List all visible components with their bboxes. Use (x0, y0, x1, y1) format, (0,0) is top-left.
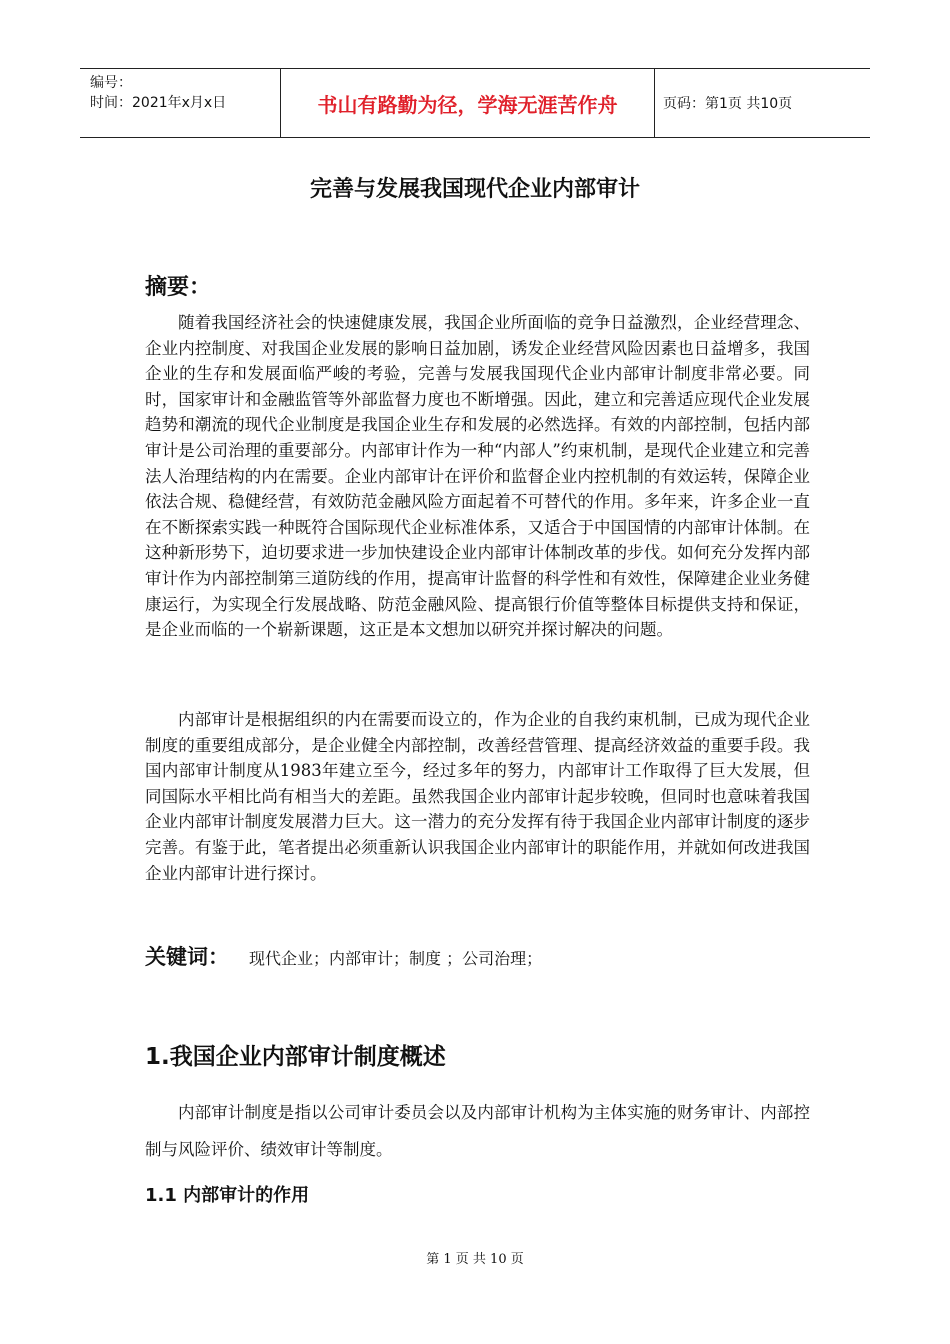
section-1-1-heading: 1.1 内部审计的作用 (145, 1185, 310, 1206)
abstract-paragraph-1: 随着我国经济社会的快速健康发展，我国企业所面临的竞争日益激烈，企业经营理念、企业内控制度、对我国企业发展的影响日益加剧，诱发企业经营风险因素也日益增多，我国企业的生存和发展面临严峻的考验，完善与发展我国现代企业内部审计制度非常必要。同时，国家审计和金融监管等外部监督力度也不断增强。因此，建立和完善适应现代企业发展趋势和潮流的现代企业制度是我国企业生存和发展的必然选择。有效的内部控制，包括内部审计是公司治理的重要部分。内部审计作为一种“内部人”约束机制，是现代企业建立和完善法人治理结构的内在需要。企业内部审计在评价和监督企业内控机制的有效运转，保障企业依法合规、稳健经营，有效防范金融风险方面起着不可替代的作用。多年来，许多企业一直在不断探索实践一种既符合国际现代企业标准体系，又适合于中国国情的内部审计体制。在这种新形势下，迫切要求进一步加快建设企业内部审计体制改革的步伐。如何充分发挥内部审计作为内部控制第三道防线的作用，提高审计监督的科学性和有效性，保障建企业业务健康运行，为实现全行发展战略、防范金融风险、提高银行价值等整体目标提供支持和保证，是企业而临的一个崭新课题，这正是本文想加以研究并探讨解决的问题。 (145, 313, 810, 640)
section-1-paragraph: 内部审计制度是指以公司审计委员会以及内部审计机构为主体实施的财务审计、内部控制与风险评价、绩效审计等制度。 (145, 1103, 810, 1159)
document-date: 时间：2021年x月x日 (90, 95, 227, 111)
document-number-label: 编号： (90, 75, 132, 91)
keywords-row (145, 941, 542, 971)
abstract-paragraph-2: 内部审计是根据组织的内在需要而设立的，作为企业的自我约束机制，已成为现代企业制度的重要组成部分，是企业健全内部控制，改善经营管理、提高经济效益的重要手段。我国内部审计制度从1983年建立至今，经过多年的努力，内部审计工作取得了巨大发展，但同国际水平相比尚有相当大的差距。虽然我国企业内部审计起步较晚，但同时也意味着我国企业内部审计制度发展潜力巨大。这一潜力的充分发挥有待于我国企业内部审计制度的逐步完善。有鉴于此，笔者提出必须重新认识我国企业内部审计的职能作用，并就如何改进我国企业内部审计进行探讨。 (145, 710, 810, 883)
header-page-info: 页码：第1页 共10页 (663, 96, 793, 112)
keywords-label: 关键词： (145, 945, 229, 969)
abstract-heading: 摘要： (145, 275, 212, 300)
page-footer: 第 1 页 共 10 页 (426, 1252, 524, 1267)
header-motto: 书山有路勤为径，学海无涯苦作舟 (281, 69, 655, 137)
keywords-text: 现代企业；内部审计；制度 ；公司治理； (249, 949, 543, 968)
document-title: 完善与发展我国现代企业内部审计 (309, 177, 640, 202)
section-1-heading: 1.我国企业内部审计制度概述 (145, 1044, 446, 1070)
header-meta (80, 69, 281, 137)
document-header (80, 68, 870, 138)
